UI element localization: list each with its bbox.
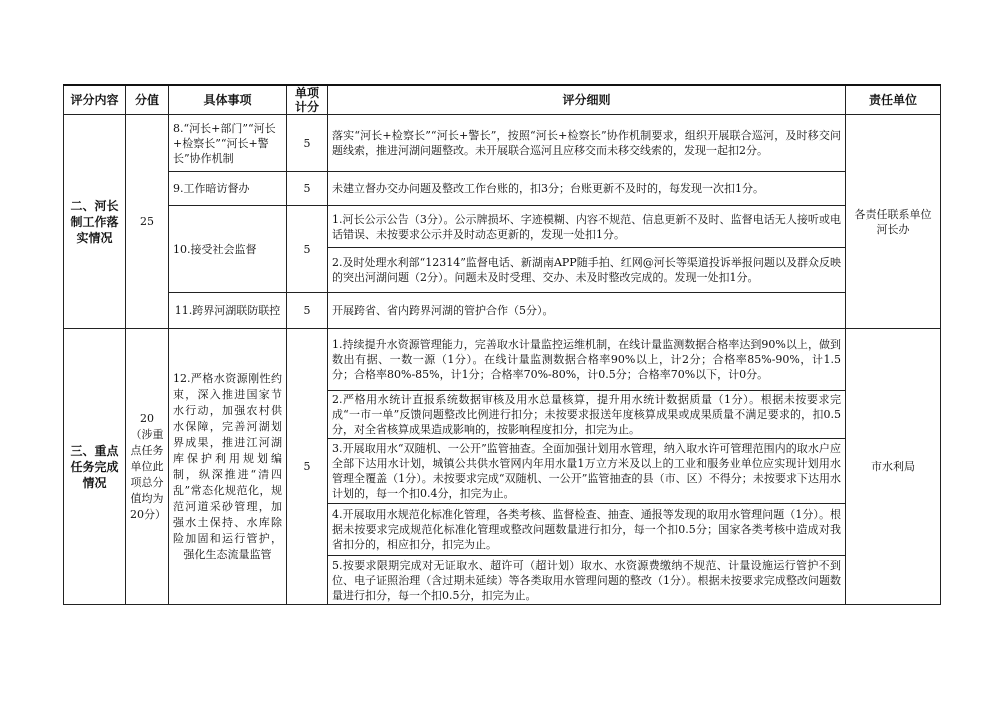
header-items: 具体事项 (169, 85, 287, 115)
rule-detail-cell: 4.开展取用水规范化标准化管理，各类考核、监督检查、抽查、通报等发现的取用水管理问题（1分）。根据未按要求完成规范化标准化管理或整改问题数量进行扣分，每一个扣0.5分；国家各类考核中造成对我省扣分的，相应扣分，扣完为止。 (328, 504, 846, 556)
header-row (64, 85, 941, 115)
category-cell: 二、河长制工作落实情况 (64, 115, 126, 329)
item-points-cell: 5 (287, 329, 328, 605)
table-row (64, 293, 941, 329)
header-item-points: 单项计分 (287, 85, 328, 115)
rule-detail-cell: 3.开展取用水“双随机、一公开”监管抽查。全面加强计划用水管理，纳入取水许可管理范围内的取水户应全部下达用水计划，城镇公共供水管网内年用水量1万立方米及以上的工业和服务业单位应实现计划用水管理全覆盖（1分）。未按要求完成“双随机、一公开”监管抽查的县（市、区）不得分；未按要求下达用水计划的，每一个扣0.4分，扣完为止。 (328, 439, 846, 504)
rule-detail-cell: 2.严格用水统计直报系统数据审核及用水总量核算，提升用水统计数据质量（1分）。根据未按要求完成“一市一单”反馈问题整改比例进行扣分；未按要求报送年度核算成果或成果质量不满足要求的，扣0.5分，对全省核算成果造成影响的，按影响程度扣分，扣完为止。 (328, 391, 846, 439)
scoring-table-wrapper (63, 84, 940, 605)
unit-cell: 各责任联系单位河长办 (846, 115, 941, 329)
item-points-cell: 5 (287, 115, 328, 172)
rule-detail-cell: 未建立督办交办问题及整改工作台账的，扣3分；台账更新不及时的，每发现一次扣1分。 (328, 172, 846, 206)
item-points-cell: 5 (287, 293, 328, 329)
header-content: 评分内容 (64, 85, 126, 115)
table-row (64, 206, 941, 248)
header-unit: 责任单位 (846, 85, 941, 115)
score-cell: 20（涉重点任务单位此项总分值均为20分） (126, 329, 169, 605)
item-name-cell: 10.接受社会监督 (169, 206, 287, 293)
scoring-table (63, 84, 941, 605)
rule-detail-cell: 落实“河长+检察长”“河长+警长”，按照“河长+检察长”协作机制要求，组织开展联合巡河，及时移交问题线索，推进河湖问题整改。未开展联合巡河且应移交而未移交线索的，发现一起扣2分。 (328, 115, 846, 172)
rule-detail-cell: 5.按要求限期完成对无证取水、超许可（超计划）取水、水资源费缴纳不规范、计量设施运行管护不到位、电子证照治理（含过期未延续）等各类取用水管理问题的整改（1分）。根据未按要求完成整改问题数量进行扣分，每一个扣0.5分，扣完为止。 (328, 556, 846, 605)
rule-detail-cell: 1.河长公示公告（3分）。公示牌损坏、字迹模糊、内容不规范、信息更新不及时、监督电话无人接听或电话错误、未按要求公示并及时动态更新的，发现一处扣1分。 (328, 206, 846, 248)
item-points-cell: 5 (287, 206, 328, 293)
item-name-cell: 8.“河长+部门”“河长+检察长”“河长+警长”协作机制 (169, 115, 287, 172)
item-name-cell: 11.跨界河湖联防联控 (169, 293, 287, 329)
table-row (64, 115, 941, 172)
item-name-cell: 12.严格水资源刚性约束，深入推进国家节水行动，加强农村供水保障，完善河湖划界成果，推进江河湖库保护利用规划编制，纵深推进“清四乱”常态化规范化，规范河道采砂管理，加强水土保持、水库除险加固和运行管护，强化生态流量监管 (169, 329, 287, 605)
rule-detail-cell: 1.持续提升水资源管理能力，完善取水计量监控运维机制，在线计量监测数据合格率达到90%以上，做到数出有据、一数一源（1分）。在线计量监测数据合格率90%以上，计2分；合格率85%-90%，计1.5分；合格率80%-85%，计1分；合格率70%-80%，计0.5分；合格率70%以下，计0分。 (328, 329, 846, 391)
item-name-cell: 9.工作暗访督办 (169, 172, 287, 206)
table-row (64, 329, 941, 391)
category-cell: 三、重点任务完成情况 (64, 329, 126, 605)
rule-detail-cell: 2.及时处理水利部“12314”监督电话、新湖南APP随手拍、红网@河长等渠道投诉举报问题以及群众反映的突出河湖问题（2分）。问题未及时受理、交办、未及时整改完成的。发现一处扣1分。 (328, 248, 846, 293)
header-rules: 评分细则 (328, 85, 846, 115)
table-row (64, 172, 941, 206)
header-score: 分值 (126, 85, 169, 115)
score-cell: 25 (126, 115, 169, 329)
item-points-cell: 5 (287, 172, 328, 206)
rule-detail-cell: 开展跨省、省内跨界河湖的管护合作（5分）。 (328, 293, 846, 329)
unit-cell: 市水利局 (846, 329, 941, 605)
